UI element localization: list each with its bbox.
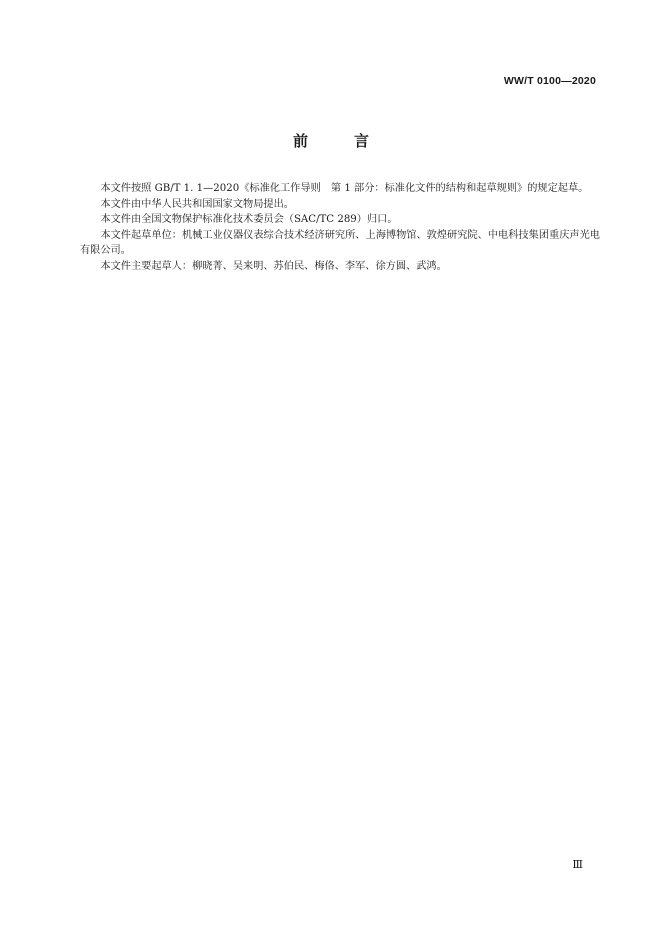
paragraph-drafters: 本文件主要起草人：柳晓菁、吴来明、苏伯民、梅佫、李军、徐方圆、武鸿。 [100,260,447,272]
title-char-1: 前 [292,132,308,150]
paragraph-drafting-units: 本文件起草单位：机械工业仪器仪表综合技术经济研究所、上海博物馆、敦煌研究院、中电科技集团重庆声光电有限公司。 [80,229,600,257]
paragraph-proposer: 本文件由中华人民共和国国家文物局提出。 [100,198,294,210]
foreword-body [80,181,600,275]
page-title [0,130,662,151]
paragraph-committee: 本文件由全国文物保护标准化技术委员会（SAC/TC 289）归口。 [100,214,398,226]
paragraph-drafting-rules: 本文件按照 GB/T 1. 1—2020《标准化工作导则 第 1 部分：标准化文件的结构和起草规则》的规定起草。 [100,183,589,194]
title-char-2: 言 [354,132,370,150]
standard-code: WW/T 0100—2020 [503,75,596,87]
page-number: Ⅲ [572,858,583,871]
